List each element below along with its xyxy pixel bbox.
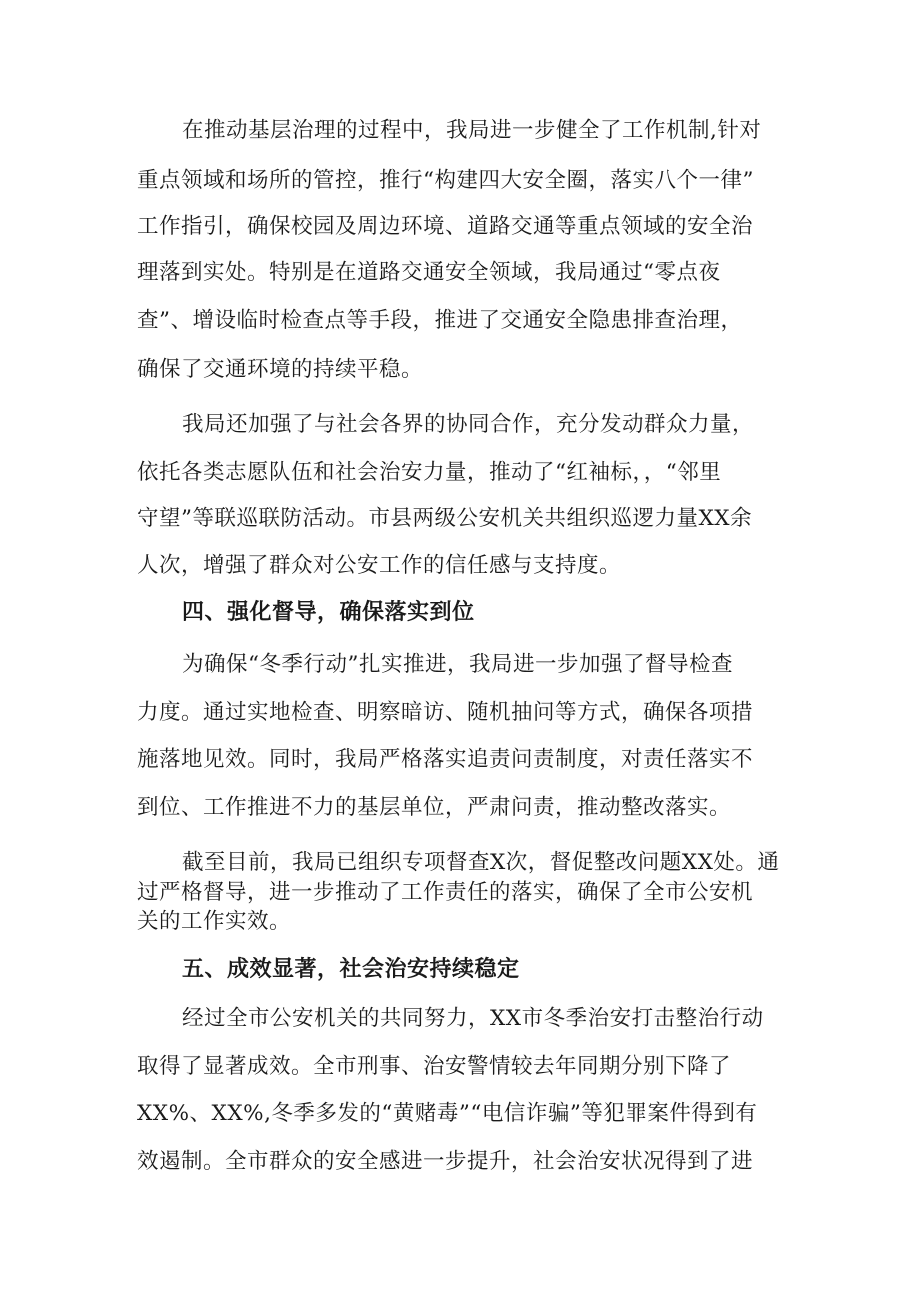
paragraph-line: 人次，增强了群众对公安工作的信任感与支持度。	[137, 553, 622, 578]
paragraph-line: 确保了交通环境的持续平稳。	[137, 357, 424, 382]
paragraph-line: 关的工作实效。	[137, 909, 292, 934]
paragraph-line: 我局还加强了与社会各界的协同合作，充分发动群众力量，	[182, 412, 755, 437]
paragraph-line: 取得了显著成效。全市刑事、治安警情较去年同期分别下降了	[137, 1054, 732, 1079]
paragraph-line: 施落地见效。同时，我局严格落实追责问责制度，对责任落实不	[137, 747, 754, 772]
paragraph-line: 效遏制。全市群众的安全感进一步提升，社会治安状况得到了进	[137, 1149, 754, 1174]
paragraph-line: 过严格督导，进一步推动了工作责任的落实，确保了全市公安机	[137, 880, 754, 905]
paragraph-line: 依托各类志愿队伍和社会治安力量，推动了“红袖标，，“邻里	[137, 460, 722, 485]
paragraph-line: 经过全市公安机关的共同努力，XX市冬季治安打击整治行动	[182, 1006, 764, 1031]
paragraph-line: XX%、XX%,冬季多发的“黄赌毒”“电信诈骗”等犯罪案件得到有	[137, 1101, 758, 1126]
paragraph-line: 理落到实处。特别是在道路交通安全领域，我局通过“零点夜	[137, 260, 721, 285]
paragraph-line: 重点领域和场所的管控，推行“构建四大安全圈，落实八个一律”	[137, 168, 754, 193]
paragraph-line: 为确保“冬季行动”扎实推进，我局进一步加强了督导检查	[182, 652, 733, 677]
paragraph-line: 工作指引，确保校园及周边环境、道路交通等重点领域的安全治	[137, 214, 754, 239]
paragraph-line: 在推动基层治理的过程中，我局进一步健全了工作机制,针对	[182, 118, 762, 143]
section-heading: 五、成效显著，社会治安持续稳定	[182, 957, 520, 982]
paragraph-line: 力度。通过实地检查、明察暗访、随机抽问等方式，确保各项措	[137, 700, 754, 725]
paragraph-line: 到位、工作推进不力的基层单位，严肃问责，推动整改落实。	[137, 795, 732, 820]
paragraph-line: 守望”等联巡联防活动。市县两级公安机关共组织巡逻力量XX余	[137, 506, 753, 531]
section-heading: 四、强化督导，确保落实到位	[182, 600, 475, 625]
paragraph-line: 截至目前，我局已组织专项督查X次，督促整改问题XX处。通	[182, 850, 780, 875]
paragraph-line: 查”、增设临时检查点等手段，推进了交通安全隐患排查治理，	[137, 308, 743, 333]
